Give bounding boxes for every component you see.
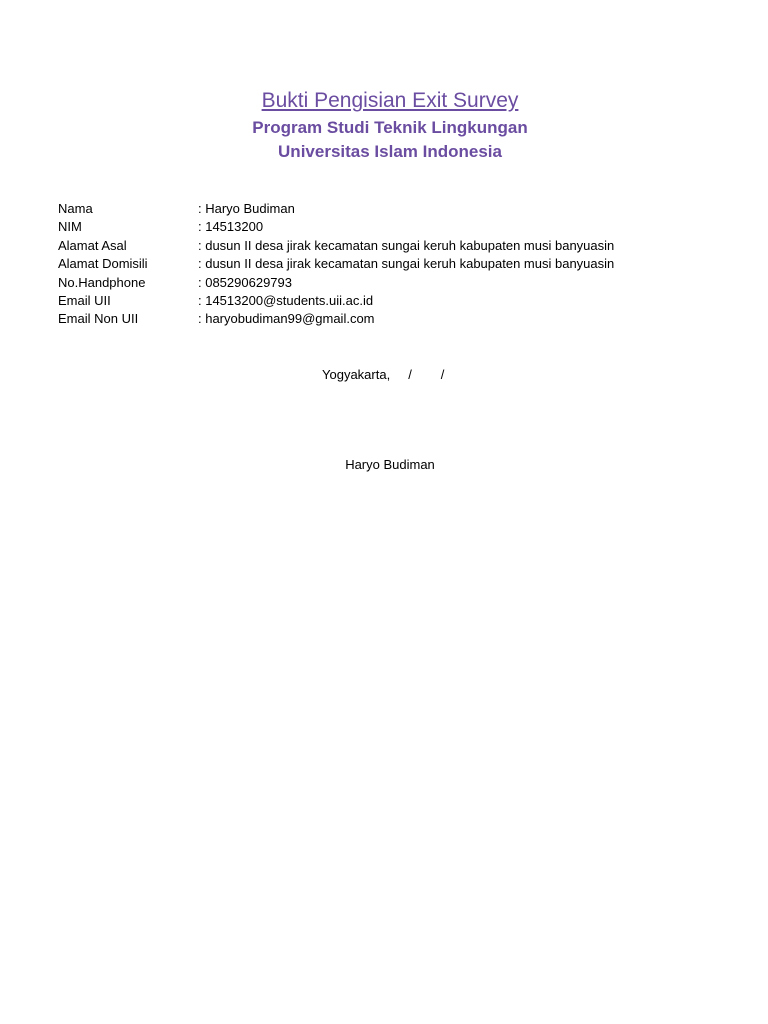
info-value: : 14513200 bbox=[198, 219, 264, 235]
info-value: : dusun II desa jirak kecamatan sungai keruh kabupaten musi banyuasin bbox=[198, 237, 615, 253]
info-label: Alamat Domisili bbox=[58, 256, 148, 272]
info-row-email-non-uii bbox=[58, 310, 738, 328]
student-info-table bbox=[58, 200, 738, 329]
signature-name: Haryo Budiman bbox=[345, 457, 435, 472]
info-row-handphone bbox=[58, 274, 738, 292]
info-value: : Haryo Budiman bbox=[198, 201, 295, 216]
info-label: NIM bbox=[58, 219, 82, 235]
info-value: : haryobudiman99@gmail.com bbox=[198, 311, 375, 327]
info-value: : dusun II desa jirak kecamatan sungai keruh kabupaten musi banyuasin bbox=[198, 256, 615, 272]
info-label: Nama bbox=[58, 201, 93, 216]
info-value: : 085290629793 bbox=[198, 274, 292, 290]
info-row-email-uii bbox=[58, 292, 738, 310]
document-title: Bukti Pengisian Exit Survey bbox=[261, 89, 519, 112]
info-row-alamat-domisili bbox=[58, 255, 738, 273]
program-name: Program Studi Teknik Lingkungan bbox=[252, 118, 528, 137]
place-date-line: Yogyakarta, / / bbox=[322, 367, 445, 382]
info-label: Alamat Asal bbox=[58, 237, 127, 253]
university-name: Universitas Islam Indonesia bbox=[278, 142, 502, 161]
info-row-alamat-asal bbox=[58, 237, 738, 255]
info-value: : 14513200@students.uii.ac.id bbox=[198, 293, 374, 309]
info-row-nim bbox=[58, 218, 738, 236]
info-label: Email Non UII bbox=[58, 311, 139, 327]
info-label: Email UII bbox=[58, 293, 111, 309]
info-label: No.Handphone bbox=[58, 274, 146, 290]
info-row-nama bbox=[58, 200, 738, 218]
